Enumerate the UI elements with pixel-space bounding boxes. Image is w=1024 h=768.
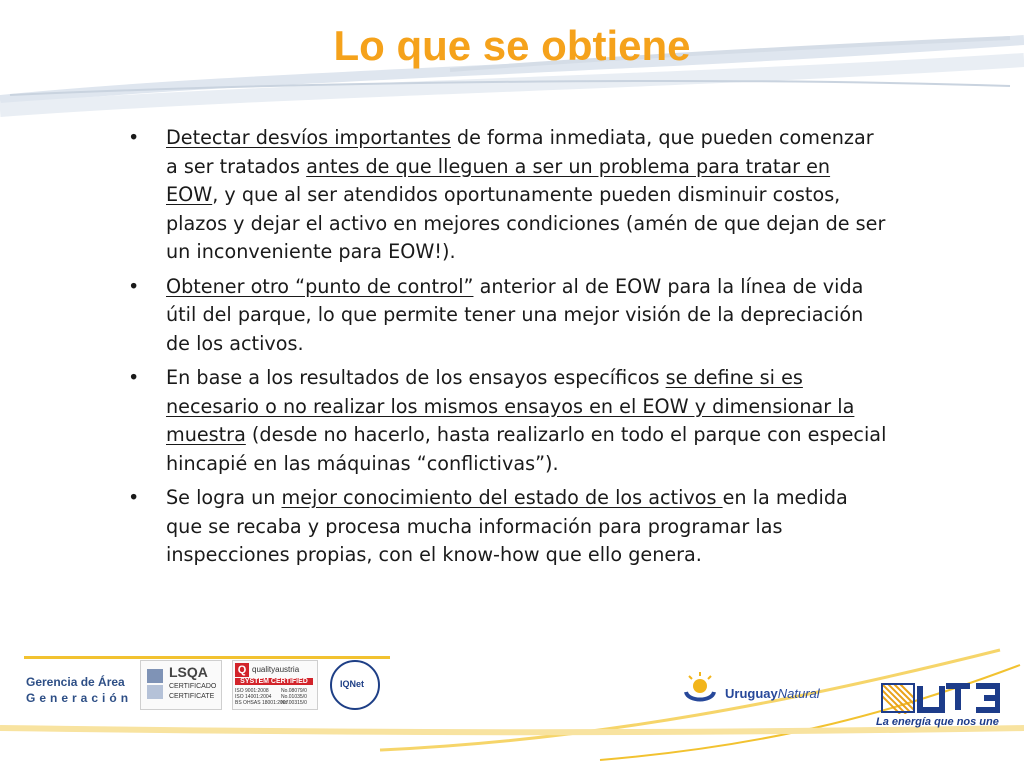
ute-logo: [880, 682, 1000, 714]
gerencia-line2: Generación: [26, 691, 133, 705]
bullet-item: [128, 273, 888, 359]
bullet-dot-icon: •: [128, 366, 140, 389]
bullet-dot-icon: •: [128, 126, 140, 149]
qa-num-1: No.08079/0: [281, 688, 307, 694]
bullet-text: anterior al de EOW para la línea de vida útil del parque, lo que permite tener una mejor visión de la depreciación de los activos.: [166, 274, 864, 355]
qa-line-2: ISO 14001:2004: [235, 694, 272, 700]
bullet-item: [128, 124, 888, 267]
footer-divider: [24, 656, 390, 659]
bullet-text: (desde no hacerlo, hasta realizarlo en todo el parque con especial hincapié en las máquinas “conflictivas”).: [166, 423, 887, 475]
lsqa-emblem-icon: [145, 667, 165, 703]
qa-brand: qualityaustria: [252, 665, 300, 674]
uruguay-brand-italic: Natural: [777, 686, 820, 701]
bullet-text: en la medida que se recaba y procesa mucha información para programar las inspecciones propias, con el know-how que ello genera.: [166, 486, 848, 566]
gerencia-line1: Gerencia de Área: [26, 675, 125, 689]
qa-num-3: No.00315/0: [281, 700, 307, 706]
qa-banner: SYSTEM CERTIFIED: [235, 678, 313, 685]
iqnet-label: IQNet: [340, 679, 365, 689]
iqnet-certificate-logo: [330, 660, 380, 710]
gerencia-label: [26, 675, 132, 705]
uruguay-brand-bold: Uruguay: [725, 686, 778, 701]
bullet-text: Se logra un: [166, 486, 282, 509]
bullet-text-underlined: Obtener otro “punto de control”: [166, 274, 474, 298]
bullet-text: , y que al ser atendidos oportunamente pueden disminuir costos, plazos y dejar el activo en mejores condiciones (amén de que dejan de ser un inconveniente para EOW!).: [166, 183, 886, 263]
bullet-text-underlined: mejor conocimiento del estado de los activos: [281, 486, 723, 509]
qa-line-3: BS OHSAS 18001:2007: [235, 700, 289, 706]
uruguay-natural-brand: [725, 686, 820, 701]
bullet-text-underlined: Detectar desvíos importantes: [166, 126, 451, 149]
bullet-text: En base a los resultados de los ensayos específicos: [166, 366, 666, 389]
bullet-dot-icon: •: [128, 274, 140, 298]
bullet-dot-icon: •: [128, 486, 140, 509]
qualityaustria-certificate-logo: [232, 660, 318, 710]
lsqa-certificate-logo: [140, 660, 222, 710]
ute-tagline: La energía que nos une: [876, 716, 999, 728]
bullet-text-underlined: antes de que lleguen a ser un problema para tratar en EOW: [166, 154, 831, 206]
bullet-text: de forma inmediata, que pueden comenzar a ser tratados: [166, 126, 874, 178]
bullet-item: [128, 364, 888, 478]
qa-num-2: No.01035/0: [281, 694, 307, 700]
slide-title: Lo que se obtiene: [333, 22, 691, 69]
bullet-text-underlined: se define si es necesario o no realizar los mismos ensayos en el EOW y dimensionar la muestra: [166, 366, 855, 446]
lsqa-name: LSQA: [169, 664, 208, 680]
bullet-list: [128, 124, 888, 576]
q-logo-icon: Q: [235, 663, 249, 677]
lsqa-sub1: CERTIFICADO: [169, 683, 217, 690]
lsqa-sub2: CERTIFICATE: [169, 693, 215, 700]
bullet-item: [128, 484, 888, 570]
qa-line-1: ISO 9001:2008: [235, 688, 269, 694]
